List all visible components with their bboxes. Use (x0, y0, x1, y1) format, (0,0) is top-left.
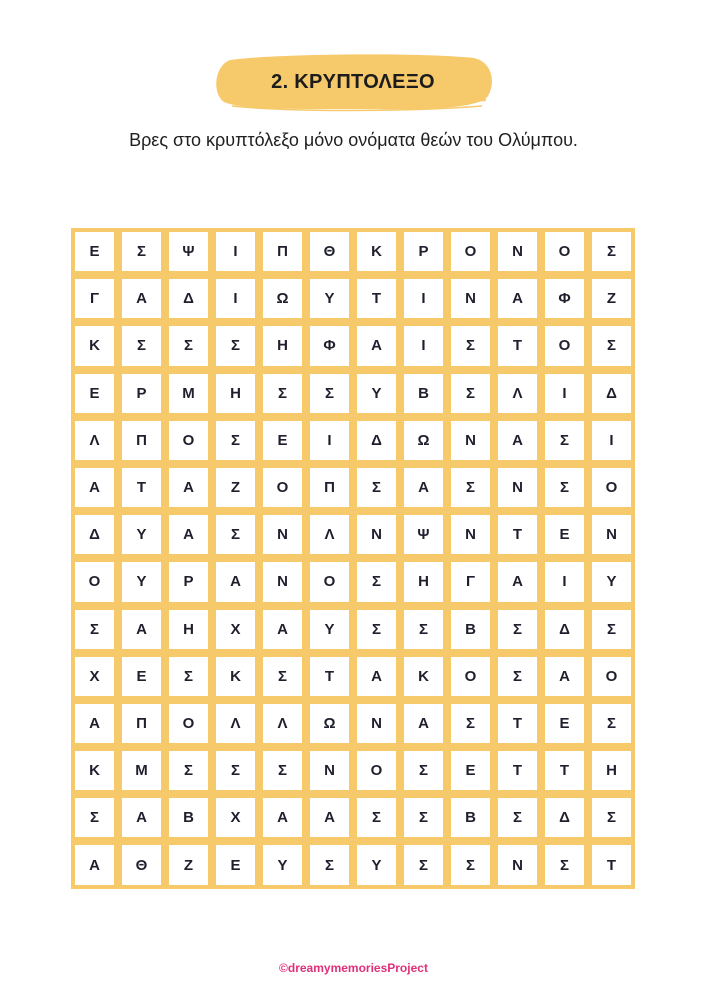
grid-cell[interactable]: Μ (165, 370, 212, 417)
grid-cell[interactable]: Σ (353, 464, 400, 511)
grid-cell[interactable]: Ψ (165, 228, 212, 275)
grid-cell[interactable]: Τ (118, 464, 165, 511)
grid-cell[interactable]: Σ (541, 417, 588, 464)
grid-cell[interactable]: Σ (306, 841, 353, 888)
grid-cell[interactable]: Α (71, 700, 118, 747)
grid-cell[interactable]: Σ (118, 228, 165, 275)
copyright-credit: ©dreamymemoriesProject (279, 961, 428, 975)
grid-cell[interactable]: Ε (212, 841, 259, 888)
grid-cell[interactable]: Α (118, 606, 165, 653)
grid-cell[interactable]: Σ (541, 841, 588, 888)
grid-cell[interactable]: Ν (447, 417, 494, 464)
grid-cell[interactable]: Ψ (400, 511, 447, 558)
grid-cell[interactable]: Υ (118, 511, 165, 558)
grid-cell[interactable]: Α (71, 464, 118, 511)
grid-cell[interactable]: Υ (588, 558, 635, 605)
grid-cell[interactable]: Η (588, 747, 635, 794)
grid-cell[interactable]: Ρ (165, 558, 212, 605)
grid-cell[interactable]: Δ (71, 511, 118, 558)
grid-cell[interactable]: Ο (71, 558, 118, 605)
grid-cell[interactable]: Τ (494, 700, 541, 747)
grid-cell[interactable]: Α (494, 558, 541, 605)
grid-cell[interactable]: Ε (71, 228, 118, 275)
grid-cell[interactable]: Β (447, 606, 494, 653)
grid-cell[interactable]: Σ (353, 794, 400, 841)
grid-cell[interactable]: Π (118, 700, 165, 747)
grid-cell[interactable]: Ο (541, 322, 588, 369)
grid-cell[interactable]: Ε (541, 511, 588, 558)
grid-cell[interactable]: Σ (447, 700, 494, 747)
grid-cell[interactable]: Β (165, 794, 212, 841)
grid-cell[interactable]: Σ (212, 511, 259, 558)
instructions-text: Βρες στο κρυπτόλεξο μόνο ονόματα θεών του Ολύμπου. (129, 130, 578, 150)
grid-cell[interactable]: Σ (541, 464, 588, 511)
grid-cell[interactable]: Λ (259, 700, 306, 747)
grid-cell[interactable]: Α (494, 275, 541, 322)
grid-cell[interactable]: Α (353, 653, 400, 700)
grid-cell[interactable]: Σ (165, 747, 212, 794)
grid-cell[interactable]: Σ (400, 794, 447, 841)
grid-cell[interactable]: Χ (212, 794, 259, 841)
grid-cell[interactable]: Υ (353, 841, 400, 888)
grid-cell[interactable]: Ι (400, 275, 447, 322)
grid-cell[interactable]: Σ (447, 841, 494, 888)
grid-cell[interactable]: Ν (494, 841, 541, 888)
grid-cell[interactable]: Σ (588, 794, 635, 841)
grid-cell[interactable]: Θ (306, 228, 353, 275)
grid-cell[interactable]: Α (118, 794, 165, 841)
grid-cell[interactable]: Α (118, 275, 165, 322)
grid-cell[interactable]: Σ (353, 606, 400, 653)
word-search-grid (71, 228, 635, 889)
grid-cell[interactable]: Σ (165, 653, 212, 700)
grid-cell[interactable]: Β (447, 794, 494, 841)
grid-cell[interactable]: Σ (447, 322, 494, 369)
grid-cell[interactable]: Η (259, 322, 306, 369)
grid-cell[interactable]: Ν (494, 464, 541, 511)
grid-cell[interactable]: Α (494, 417, 541, 464)
grid-cell[interactable]: Ε (541, 700, 588, 747)
grid-cell[interactable]: Α (400, 464, 447, 511)
grid-cell[interactable]: Λ (494, 370, 541, 417)
grid-cell[interactable]: Ο (306, 558, 353, 605)
grid-cell[interactable]: Σ (259, 370, 306, 417)
grid-cell[interactable]: Χ (212, 606, 259, 653)
grid-cell[interactable]: Ν (447, 275, 494, 322)
grid-cell[interactable]: Ο (588, 653, 635, 700)
grid-cell[interactable]: Ι (541, 558, 588, 605)
grid-cell[interactable]: Σ (165, 322, 212, 369)
grid-cell[interactable]: Η (165, 606, 212, 653)
grid-cell[interactable]: Θ (118, 841, 165, 888)
grid-cell[interactable]: Δ (353, 417, 400, 464)
grid-cell[interactable]: Ζ (588, 275, 635, 322)
grid-cell[interactable]: Χ (71, 653, 118, 700)
grid-cell[interactable]: Τ (494, 511, 541, 558)
grid-cell[interactable]: Ν (494, 228, 541, 275)
grid-cell[interactable]: Λ (306, 511, 353, 558)
grid-cell[interactable]: Κ (212, 653, 259, 700)
grid-cell[interactable]: Ζ (212, 464, 259, 511)
grid-cell[interactable]: Σ (306, 370, 353, 417)
grid-cell[interactable]: Σ (494, 606, 541, 653)
grid-cell[interactable]: Ο (165, 417, 212, 464)
grid-cell[interactable]: Π (306, 464, 353, 511)
grid-cell[interactable]: Γ (71, 275, 118, 322)
grid-cell[interactable]: Σ (259, 653, 306, 700)
grid-cell[interactable]: Ο (447, 228, 494, 275)
grid-cell[interactable]: Ε (118, 653, 165, 700)
grid-cell[interactable]: Π (259, 228, 306, 275)
grid-cell[interactable]: Α (541, 653, 588, 700)
grid-cell[interactable]: Κ (353, 228, 400, 275)
grid-cell[interactable]: Δ (588, 370, 635, 417)
grid-cell[interactable]: Σ (353, 558, 400, 605)
grid-cell[interactable]: Λ (212, 700, 259, 747)
grid-cell[interactable]: Ο (353, 747, 400, 794)
grid-cell[interactable]: Σ (588, 322, 635, 369)
grid-cell[interactable]: Α (259, 794, 306, 841)
grid-cell[interactable]: Ν (259, 558, 306, 605)
grid-cell[interactable]: Σ (494, 794, 541, 841)
grid-cell[interactable]: Α (71, 841, 118, 888)
grid-cell[interactable]: Τ (541, 747, 588, 794)
grid-cell[interactable]: Σ (588, 700, 635, 747)
grid-cell[interactable]: Μ (118, 747, 165, 794)
grid-cell[interactable]: Ο (588, 464, 635, 511)
grid-cell[interactable]: Φ (541, 275, 588, 322)
grid-cell[interactable]: Α (400, 700, 447, 747)
grid-cell[interactable]: Α (165, 464, 212, 511)
grid-cell[interactable]: Κ (71, 322, 118, 369)
grid-cell[interactable]: Δ (541, 606, 588, 653)
grid-cell[interactable]: Ρ (118, 370, 165, 417)
grid-cell[interactable]: Ι (212, 275, 259, 322)
grid-cell[interactable]: Ι (541, 370, 588, 417)
grid-cell[interactable]: Σ (447, 370, 494, 417)
grid-cell[interactable]: Ο (165, 700, 212, 747)
grid-cell[interactable]: Γ (447, 558, 494, 605)
grid-cell[interactable]: Ν (259, 511, 306, 558)
grid-cell[interactable]: Σ (400, 606, 447, 653)
grid-cell[interactable]: Υ (353, 370, 400, 417)
grid-cell[interactable]: Υ (118, 558, 165, 605)
grid-cell[interactable]: Ρ (400, 228, 447, 275)
grid-cell[interactable]: Σ (588, 228, 635, 275)
grid-cell[interactable]: Ο (541, 228, 588, 275)
grid-cell[interactable]: Π (118, 417, 165, 464)
grid-cell[interactable]: Ο (259, 464, 306, 511)
grid-cell[interactable]: Σ (212, 322, 259, 369)
grid-cell[interactable]: Τ (306, 653, 353, 700)
grid-cell[interactable]: Τ (588, 841, 635, 888)
grid-cell[interactable]: Σ (588, 606, 635, 653)
grid-cell[interactable]: Ν (353, 511, 400, 558)
grid-cell[interactable]: Κ (71, 747, 118, 794)
grid-cell[interactable]: Σ (212, 747, 259, 794)
grid-cell[interactable]: Α (165, 511, 212, 558)
grid-cell[interactable]: Β (400, 370, 447, 417)
grid-cell[interactable]: Υ (306, 275, 353, 322)
grid-cell[interactable]: Σ (71, 794, 118, 841)
grid-cell[interactable]: Ω (306, 700, 353, 747)
grid-cell[interactable]: Φ (306, 322, 353, 369)
grid-cell[interactable]: Ε (71, 370, 118, 417)
grid-cell[interactable]: Τ (494, 747, 541, 794)
grid-cell[interactable]: Α (353, 322, 400, 369)
grid-cell[interactable]: Ε (259, 417, 306, 464)
grid-cell[interactable]: Τ (353, 275, 400, 322)
grid-cell[interactable]: Σ (118, 322, 165, 369)
grid-cell[interactable]: Υ (259, 841, 306, 888)
grid-cell[interactable]: Ι (212, 228, 259, 275)
grid-cell[interactable]: Ω (400, 417, 447, 464)
grid-cell[interactable]: Ο (447, 653, 494, 700)
grid-cell[interactable]: Σ (447, 464, 494, 511)
grid-cell[interactable]: Η (212, 370, 259, 417)
grid-cell[interactable]: Ζ (165, 841, 212, 888)
grid-cell[interactable]: Α (259, 606, 306, 653)
grid-cell[interactable]: Ν (588, 511, 635, 558)
grid-cell[interactable]: Ι (588, 417, 635, 464)
grid-cell[interactable]: Δ (165, 275, 212, 322)
grid-cell[interactable]: Ι (306, 417, 353, 464)
title-badge (212, 52, 494, 112)
grid-cell[interactable]: Τ (494, 322, 541, 369)
grid-cell[interactable]: Ν (447, 511, 494, 558)
grid-cell[interactable]: Σ (71, 606, 118, 653)
grid-cell[interactable]: Σ (400, 841, 447, 888)
grid-cell[interactable]: Κ (400, 653, 447, 700)
page-title: 2. ΚΡΥΠΤΟΛΕΞΟ (271, 71, 435, 93)
grid-cell[interactable]: Υ (306, 606, 353, 653)
grid-cell[interactable]: Σ (494, 653, 541, 700)
grid-cell[interactable]: Ι (400, 322, 447, 369)
grid-cell[interactable]: Ν (306, 747, 353, 794)
grid-cell[interactable]: Ν (353, 700, 400, 747)
grid-cell[interactable]: Ε (447, 747, 494, 794)
grid-cell[interactable]: Σ (212, 417, 259, 464)
grid-cell[interactable]: Α (212, 558, 259, 605)
grid-cell[interactable]: Ω (259, 275, 306, 322)
grid-cell[interactable]: Δ (541, 794, 588, 841)
grid-cell[interactable]: Λ (71, 417, 118, 464)
grid-cell[interactable]: Α (306, 794, 353, 841)
grid-cell[interactable]: Η (400, 558, 447, 605)
grid-cell[interactable]: Σ (400, 747, 447, 794)
grid-cell[interactable]: Σ (259, 747, 306, 794)
